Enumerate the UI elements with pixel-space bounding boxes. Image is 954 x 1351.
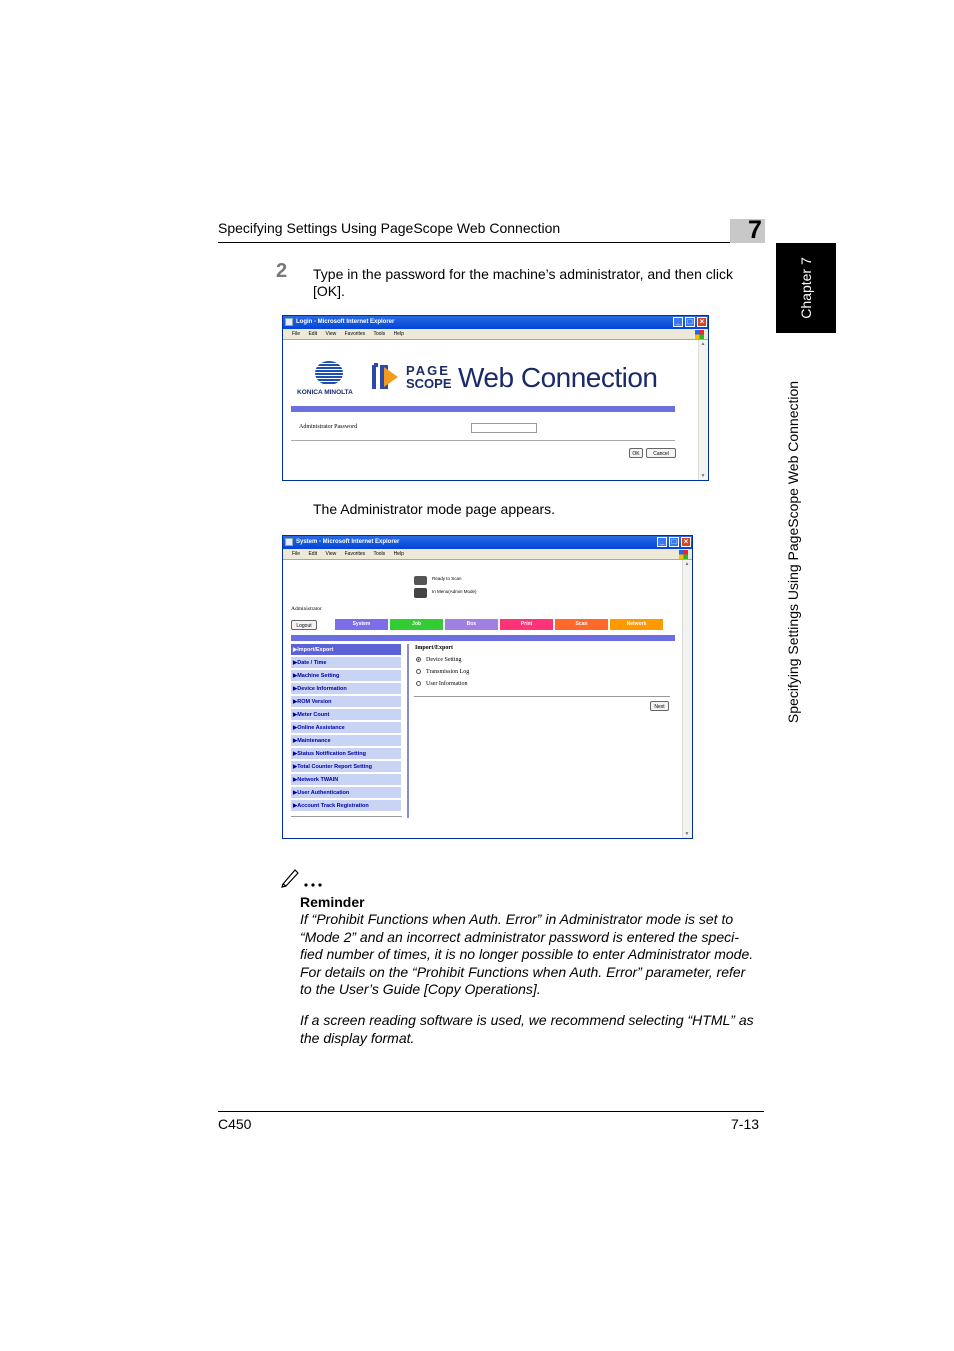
- nav-maintenance[interactable]: ▶Maintenance: [291, 735, 401, 747]
- step-number: 2: [276, 260, 288, 282]
- reminder-line-2: “Mode 2” and an incorrect administrator password is entered the speci-: [300, 929, 739, 945]
- side-chapter-title: Specifying Settings Using PageScope Web Connection: [785, 380, 801, 724]
- password-label: Administrator Password: [299, 424, 358, 430]
- reminder-line-6: If a screen reading software is used, we recommend selecting “HTML” as: [300, 1012, 754, 1028]
- minimize-icon[interactable]: _: [657, 537, 667, 547]
- administrator-label: Administrator: [291, 606, 322, 612]
- footer-rule: [218, 1111, 764, 1112]
- option-label: User Information: [426, 681, 468, 687]
- radio-icon[interactable]: [416, 669, 421, 674]
- nav-import-export[interactable]: ▶Import/Export: [291, 644, 401, 656]
- status-mode-text: In Menu(Admin Mode): [432, 589, 477, 594]
- scroll-up-icon[interactable]: ▲: [700, 341, 706, 347]
- windows-logo-icon: [679, 550, 688, 559]
- menu-edit[interactable]: Edit: [308, 551, 318, 557]
- reminder-heading: Reminder: [300, 894, 365, 910]
- reminder-line-3: fied number of times, it is no longer possible to enter Administrator mode.: [300, 946, 754, 962]
- menu-file[interactable]: File: [292, 331, 301, 337]
- login-titlebar: [283, 316, 708, 329]
- nav-machine-setting[interactable]: ▶Machine Setting: [291, 670, 401, 682]
- admin-banner-bar: [291, 635, 675, 641]
- web-connection-title: Web Connection: [458, 362, 658, 393]
- panel-title: Import/Export: [415, 645, 453, 651]
- tab-box[interactable]: Box: [445, 619, 498, 630]
- header-rule: [218, 242, 764, 243]
- radio-icon[interactable]: [416, 681, 421, 686]
- nav-status-notification[interactable]: ▶Status Notification Setting: [291, 748, 401, 760]
- login-window-title: Login - Microsoft Internet Explorer: [296, 319, 395, 325]
- maximize-icon[interactable]: □: [669, 537, 679, 547]
- menu-tools[interactable]: Tools: [373, 331, 386, 337]
- option-transmission-log[interactable]: [416, 669, 469, 675]
- menu-view[interactable]: View: [325, 551, 337, 557]
- nav-online-assistance[interactable]: ▶Online Assistance: [291, 722, 401, 734]
- nav-bottom-rule: [291, 816, 402, 817]
- scroll-down-icon[interactable]: ▼: [700, 473, 706, 479]
- ok-button[interactable]: OK: [629, 448, 643, 458]
- result-text: The Administrator mode page appears.: [313, 501, 556, 517]
- panel-rule: [414, 696, 670, 697]
- menu-view[interactable]: View: [325, 331, 337, 337]
- ie-icon: [285, 538, 293, 546]
- nav-network-twain[interactable]: ▶Network TWAIN: [291, 774, 401, 786]
- admin-menubar: [283, 549, 692, 560]
- option-user-information[interactable]: [416, 681, 468, 687]
- option-device-setting[interactable]: [416, 657, 462, 663]
- status-ready-text: Ready to Scan: [432, 576, 462, 581]
- konica-minolta-wordmark: KONICA MINOLTA: [297, 389, 353, 396]
- reminder-line-7: the display format.: [300, 1030, 415, 1046]
- login-scrollbar[interactable]: [698, 340, 708, 480]
- tab-system[interactable]: System: [335, 619, 388, 630]
- nav-user-authentication[interactable]: ▶User Authentication: [291, 787, 401, 799]
- reminder-line-5: to the User’s Guide [Copy Operations].: [300, 981, 541, 997]
- close-icon[interactable]: ×: [681, 537, 691, 547]
- step-text: Type in the password for the machine’s administrator, and then click [OK].: [313, 266, 733, 299]
- password-input[interactable]: [471, 423, 537, 433]
- tab-network[interactable]: Network: [610, 619, 663, 630]
- nav-rom-version[interactable]: ▶ROM Version: [291, 696, 401, 708]
- login-menubar: [283, 329, 708, 340]
- admin-window: [282, 535, 693, 839]
- nav-account-track[interactable]: ▶Account Track Registration: [291, 800, 401, 812]
- option-label: Device Setting: [426, 657, 462, 663]
- pencil-note-icon: [280, 866, 326, 888]
- radio-selected-icon[interactable]: [416, 657, 421, 662]
- tab-job[interactable]: Job: [390, 619, 443, 630]
- logout-button[interactable]: Logout: [291, 620, 317, 630]
- menu-tools[interactable]: Tools: [373, 551, 386, 557]
- nav-date-time[interactable]: ▶Date / Time: [291, 657, 401, 669]
- printer-status-icon: [414, 588, 427, 598]
- maximize-icon[interactable]: □: [685, 317, 695, 327]
- reminder-line-4: For details on the “Prohibit Functions when Auth. Error” parameter, refer: [300, 964, 746, 980]
- pagescope-page-text: PAGE: [406, 363, 450, 378]
- close-icon[interactable]: ×: [697, 317, 707, 327]
- nav-divider: [407, 644, 409, 818]
- admin-scrollbar[interactable]: [682, 560, 692, 838]
- menu-file[interactable]: File: [292, 551, 301, 557]
- chapter-side-tab-label: Chapter 7: [798, 257, 814, 319]
- reminder-line-1: If “Prohibit Functions when Auth. Error” in Administrator mode is set to: [300, 911, 734, 927]
- minimize-icon[interactable]: _: [673, 317, 683, 327]
- cancel-button[interactable]: Cancel: [646, 448, 676, 458]
- scroll-up-icon[interactable]: ▲: [684, 561, 690, 567]
- login-window: [282, 315, 709, 481]
- menu-help[interactable]: Help: [393, 551, 404, 557]
- admin-titlebar: [283, 536, 692, 549]
- admin-window-title: System - Microsoft Internet Explorer: [296, 539, 400, 545]
- scroll-down-icon[interactable]: ▼: [684, 831, 690, 837]
- windows-logo-icon: [695, 330, 704, 339]
- login-banner-bar: [291, 406, 675, 412]
- nav-total-counter-report[interactable]: ▶Total Counter Report Setting: [291, 761, 401, 773]
- footer-model: C450: [218, 1116, 252, 1132]
- running-header: Specifying Settings Using PageScope Web Connection: [218, 220, 561, 236]
- menu-favorites[interactable]: Favorites: [344, 551, 366, 557]
- menu-favorites[interactable]: Favorites: [344, 331, 366, 337]
- next-button[interactable]: Next: [650, 701, 669, 711]
- login-divider: [291, 440, 675, 441]
- tab-print[interactable]: Print: [500, 619, 553, 630]
- scanner-status-icon: [414, 576, 427, 585]
- option-label: Transmission Log: [426, 669, 470, 675]
- nav-meter-count[interactable]: ▶Meter Count: [291, 709, 401, 721]
- footer-page-number: 7-13: [731, 1116, 760, 1132]
- ie-icon: [285, 318, 293, 326]
- tab-scan[interactable]: Scan: [555, 619, 608, 630]
- menu-edit[interactable]: Edit: [308, 331, 318, 337]
- menu-help[interactable]: Help: [393, 331, 404, 337]
- chapter-number: 7: [748, 216, 762, 244]
- nav-device-information[interactable]: ▶Device Information: [291, 683, 401, 695]
- pagescope-logo-icon: [370, 361, 400, 393]
- pagescope-scope-text: SCOPE: [406, 376, 452, 391]
- konica-minolta-logo-icon: [315, 361, 343, 385]
